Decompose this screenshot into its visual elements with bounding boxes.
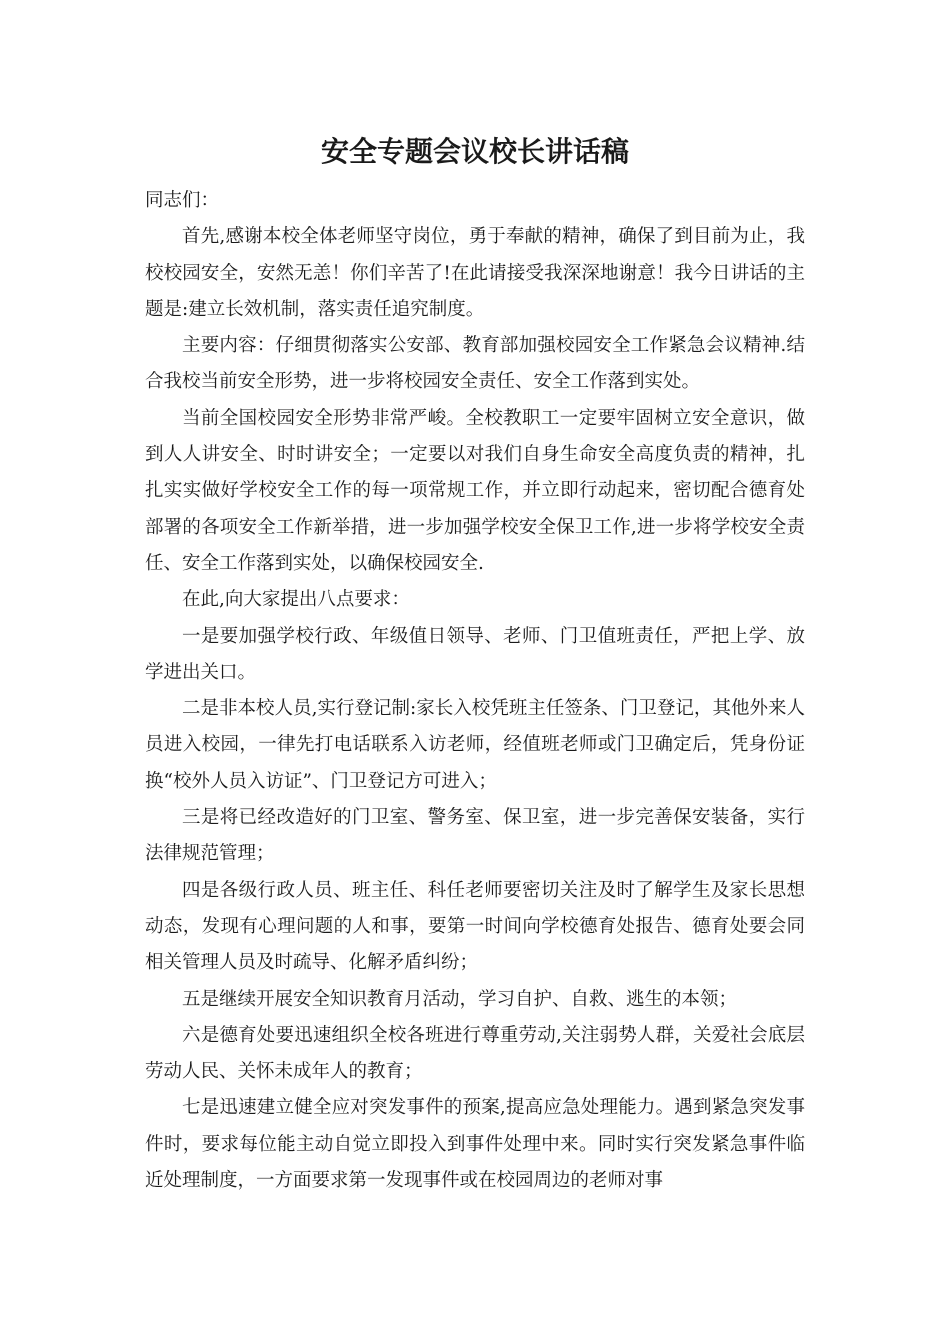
paragraph-main-content: 主要内容：仔细贯彻落实公安部、教育部加强校园安全工作紧急会议精神.结合我校当前安全形势，进一步将校园安全责任、安全工作落到实处。 <box>145 335 805 393</box>
paragraph-opening: 首先,感谢本校全体老师坚守岗位，勇于奉献的精神，确保了到目前为止，我校校园安全，安然无恙！你们辛苦了!在此请接受我深深地谢意！我今日讲话的主题是:建立长效机制，落实责任追究制度。 <box>145 226 805 320</box>
document-body <box>145 183 805 1199</box>
paragraph-requirement-3: 三是将已经改造好的门卫室、警务室、保卫室，进一步完善保安装备，实行法律规范管理； <box>145 807 805 865</box>
paragraph-requirement-2: 二是非本校人员,实行登记制:家长入校凭班主任签条、门卫登记，其他外来人员进入校园，一律先打电话联系入访老师，经值班老师或门卫确定后，凭身份证换“校外人员入访证”、门卫登记方可进入； <box>145 698 805 792</box>
salutation: 同志们： <box>145 190 220 211</box>
paragraph-requirements-intro: 在此,向大家提出八点要求： <box>182 589 410 611</box>
paragraph-requirement-7: 七是迅速建立健全应对突发事件的预案,提高应急处理能力。遇到紧急突发事件时，要求每位能主动自觉立即投入到事件处理中来。同时实行突发紧急事件临近处理制度，一方面要求第一发现事件或在校园周边的老师对事 <box>145 1097 805 1192</box>
paragraph-requirement-1: 一是要加强学校行政、年级值日领导、老师、门卫值班责任，严把上学、放学进出关口。 <box>145 625 805 683</box>
document-title: 安全专题会议校长讲话稿 <box>320 135 629 168</box>
paragraph-requirement-5: 五是继续开展安全知识教育月活动，学习自护、自救、逃生的本领； <box>182 988 738 1010</box>
paragraph-situation: 当前全国校园安全形势非常严峻。全校教职工一定要牢固树立安全意识，做到人人讲安全、时时讲安全；一定要以对我们自身生命安全高度负责的精神，扎扎实实做好学校安全工作的每一项常规工作，并立即行动起来，密切配合德育处部署的各项安全工作新举措，进一步加强学校安全保卫工作,进一步将学校安全责任、安全工作落到实处，以确保校园安全. <box>145 407 805 574</box>
paragraph-requirement-4: 四是各级行政人员、班主任、科任老师要密切关注及时了解学生及家长思想动态，发现有心理问题的人和事，要第一时间向学校德育处报告、德育处要会同相关管理人员及时疏导、化解矛盾纠纷； <box>145 879 805 974</box>
paragraph-requirement-6: 六是德育处要迅速组织全校各班进行尊重劳动,关注弱势人群，关爱社会底层劳动人民、关怀未成年人的教育； <box>145 1024 805 1083</box>
